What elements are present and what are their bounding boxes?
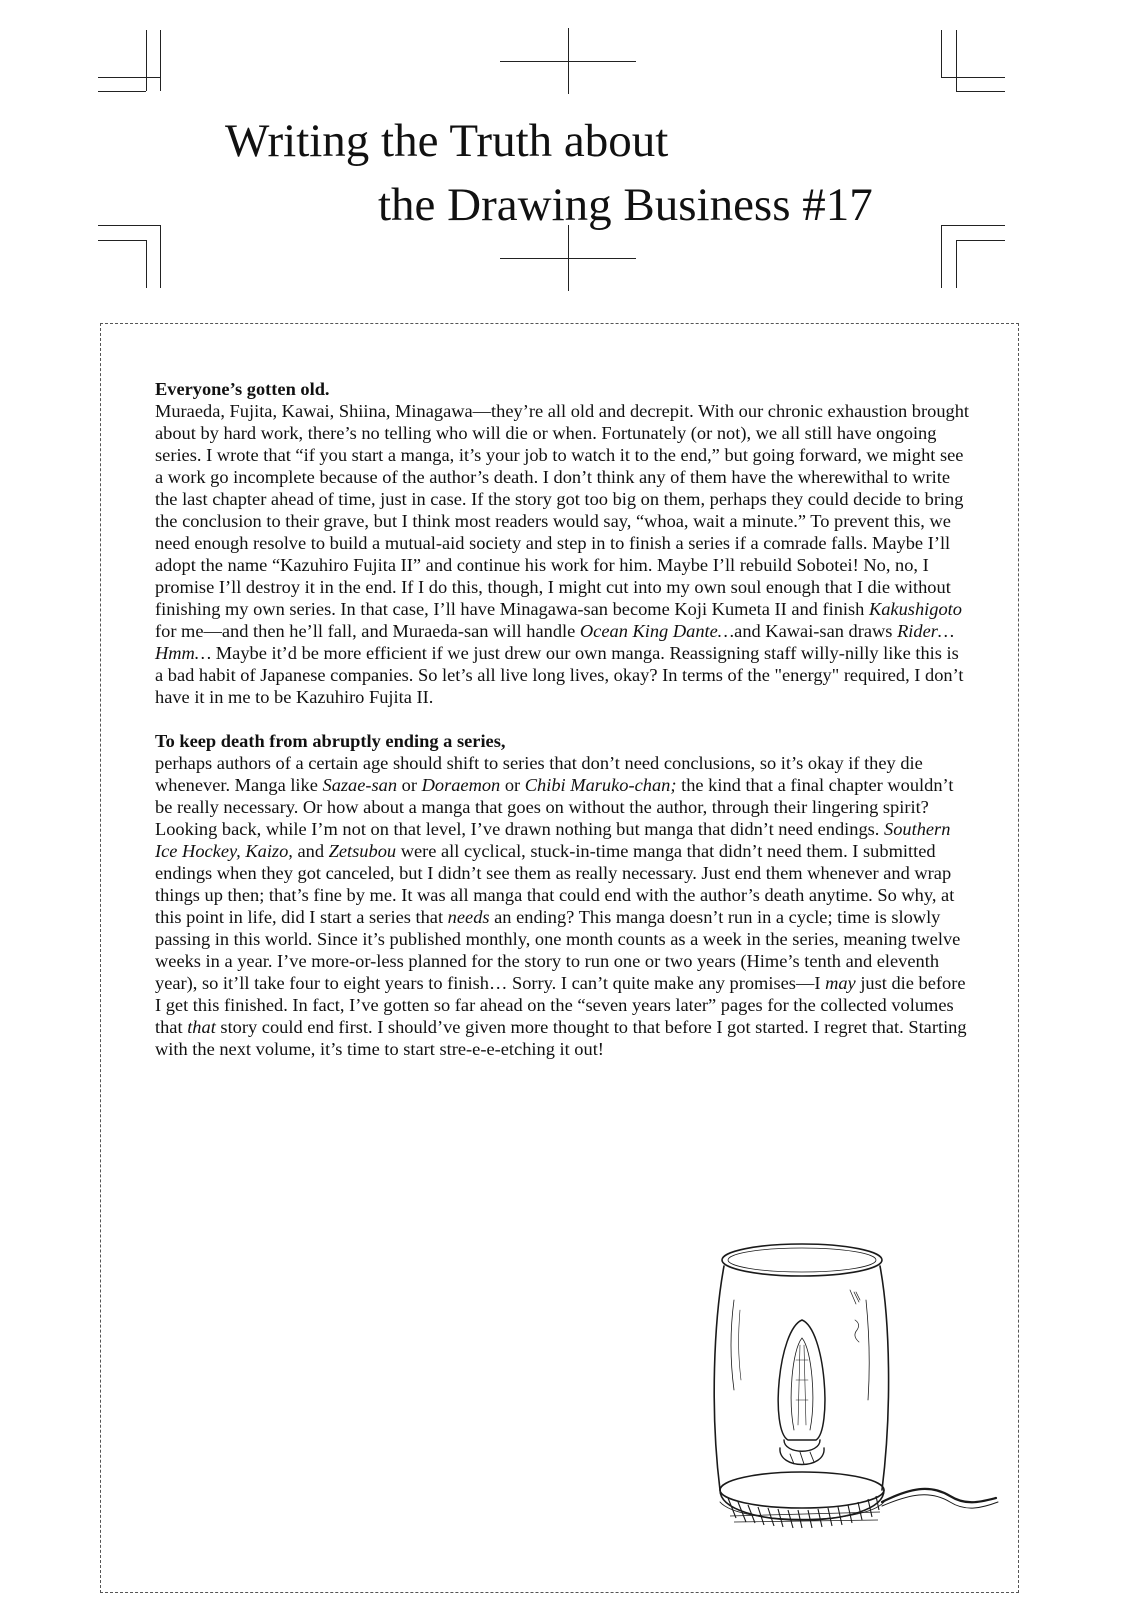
article-body xyxy=(155,378,970,1082)
text-run: the kind that a final chapter wouldn’t be really necessary. Or how about a manga that goes on without the author, through their lingering spirit? Looking back, while I’m not on that level, I’ve drawn nothing but manga that didn’t need endings. xyxy=(155,775,954,839)
emphasis-may: may xyxy=(825,973,856,993)
paragraph-everyone-old xyxy=(155,378,970,708)
title-kakushigoto: Kakushigoto xyxy=(868,599,962,619)
text-run: an ending? This manga doesn’t run in a cycle; time is slowly passing in this world. Since it’s published monthly, one month counts as a week in the series, meaning twelve weeks in a year. I’ve more-or-less planned for the story to run one or two years (Hime’s tenth and eleventh year), so it’ll take four to eight years to finish… Sorry. I can’t quite make any promises—I xyxy=(155,907,961,993)
emphasis-needs: needs xyxy=(447,907,490,927)
text-run: and xyxy=(292,841,329,861)
text-run: just die before I get this finished. In fact, I’ve gotten so far ahead on the “seven years later” pages for the collected volumes that xyxy=(155,973,966,1037)
paragraph-lead: Everyone’s gotten old. xyxy=(155,379,330,399)
paragraph-death-ending xyxy=(155,730,970,1060)
title-ocean-king-dante: Ocean King Dante… xyxy=(579,621,735,641)
emphasis-that: that xyxy=(187,1017,216,1037)
title-southern-ice-hockey-kaizo: Southern Ice Hockey, Kaizo, xyxy=(155,819,951,861)
text-run: or xyxy=(500,775,525,795)
text-run: Muraeda, Fujita, Kawai, Shiina, Minagawa—they’re all old and decrepit. With our chronic exhaustion brought about by hard work, there’s no telling who will die or when. Fortunately (or not), we all still have ongoing series. I wrote that “if you start a manga, it’s your job to watch it to the end,” but going forward, we might see a work go incomplete because of the author’s death. I don’t think any of them have the wherewithal to write the last chapter ahead of time, just in case. If the story got too big on them, perhaps they could decide to bring the conclusion to their grave, but I think most readers would say, “whoa, wait a minute.” To prevent this, we need enough resolve to build a mutual-aid society and step in to finish a series if a comrade falls. Maybe I’ll adopt the name “Kazuhiro Fujita II” and continue his work for him. Maybe I’ll rebuild Sobotei! No, no, I promise I’ll destroy it in the end. If I do this, though, I might cut into my own soul enough that I die without finishing my own series. In that case, I’ll have Minagawa-san become Koji Kumeta II and finish xyxy=(155,401,970,619)
text-run: Maybe it’d be more efficient if we just drew our own manga. Reassigning staff willy-nilly like this is a bad habit of Japanese companies. So let’s all live long lives, okay? In terms of the "energy" required, I don’t have it in me to be Kazuhiro Fujita II. xyxy=(155,643,964,707)
title-doraemon: Doraemon xyxy=(421,775,501,795)
title-sazae-san: Sazae-san xyxy=(322,775,398,795)
text-run: story could end first. I should’ve given more thought to that before I got started. I regret that. Starting with the next volume, it’s time to start stre-e-e-etching it out! xyxy=(155,1017,967,1059)
jar-lamp-illustration xyxy=(700,1240,1010,1570)
page-title-line-2: the Drawing Business #17 xyxy=(378,179,873,231)
title-zetsubou: Zetsubou xyxy=(328,841,397,861)
text-run: and Kawai-san draws xyxy=(734,621,898,641)
text-run: for me—and then he’ll fall, and Muraeda-san will handle xyxy=(155,621,580,641)
page-title-line-1: Writing the Truth about xyxy=(225,115,669,167)
text-run: were all cyclical, stuck-in-time manga that didn’t need them. I submitted endings when they got canceled, but I didn’t see them as really necessary. Just end them whenever and wrap things up then; that’s fine by me. It was all manga that could end with the author’s death anytime. So why, at this point in life, did I start a series that xyxy=(155,841,955,927)
text-run: perhaps authors of a certain age should shift to series that don’t need conclusions, so it’s okay if they die whenever. Manga like xyxy=(155,753,923,795)
title-chibi-maruko-chan: Chibi Maruko-chan; xyxy=(524,775,677,795)
paragraph-lead: To keep death from abruptly ending a series, xyxy=(155,731,506,751)
title-rider: Rider… Hmm… xyxy=(155,621,955,663)
text-run: or xyxy=(397,775,422,795)
